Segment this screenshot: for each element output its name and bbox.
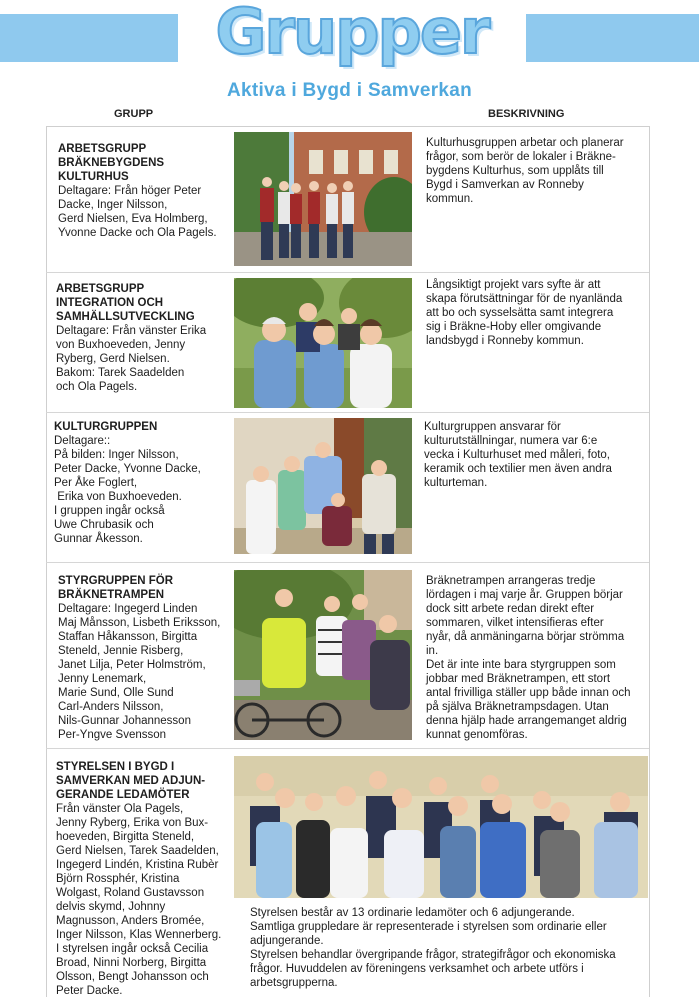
group-name: SAMVERKAN MED ADJUN-: [56, 775, 206, 787]
group-members: Olsson, Bengt Johansson och: [56, 971, 209, 983]
group-members: delvis skymd, Johnny: [56, 901, 166, 913]
description-line: in.: [426, 645, 439, 657]
description-line: antal frivilliga ställer upp både innan och: [426, 687, 631, 699]
page-subtitle: Aktiva i Bygd i Samverkan: [226, 80, 473, 101]
group-row-styrelsen: [56, 760, 221, 998]
photo-styrelsen-group: [234, 756, 648, 898]
group-members: Staffan Håkansson, Birgitta: [58, 631, 198, 643]
group-members: Deltagare: Ingegerd Linden: [58, 603, 198, 615]
description-line: Styrelsen behandlar övergripande frågor, strategifrågor och ekonomiska: [250, 949, 616, 961]
description-line: kunnat genomföras.: [426, 729, 528, 741]
group-members: Gunnar Åkesson.: [54, 533, 143, 545]
description-line: sig i Bräkne-Hoby eller omgivande: [426, 321, 602, 333]
header-band-left: [0, 14, 178, 62]
photo-integration-group: [234, 278, 412, 408]
group-description: [424, 420, 612, 490]
photo-kulturhus-group: [234, 132, 412, 266]
group-members: Bakom: Tarek Saadelden: [56, 367, 185, 379]
group-members: Per Åke Foglert,: [54, 477, 138, 489]
description-line: Kulturgruppen ansvarar för: [424, 421, 561, 433]
photo-kulturgruppen: [234, 418, 412, 554]
group-name: STYRELSEN I BYGD I: [56, 761, 175, 773]
description-line: kulturutställningar, numera var 6:e: [424, 435, 598, 447]
group-members: Janet Lilja, Peter Holmström,: [58, 659, 206, 671]
header-band-right: [526, 14, 699, 62]
description-line: frågor. Huvuddelen av föreningens verksamhet och arbete utförs i: [250, 963, 584, 975]
group-members: hoeveden, Birgitta Steneld,: [56, 831, 195, 843]
group-name: ARBETSGRUPP: [58, 143, 147, 155]
group-members: Deltagare::: [54, 435, 111, 447]
photo-braknetrampen-group: [234, 570, 412, 740]
group-name: KULTURHUS: [58, 171, 129, 183]
group-description: [250, 906, 616, 990]
group-name: KULTURGRUPPEN: [54, 421, 158, 433]
description-line: Kulturhusgruppen arbetar och planerar: [426, 137, 624, 149]
group-members: Erika von Buxhoeveden.: [54, 491, 182, 503]
description-line: Det är inte inte bara styrgruppen som: [426, 659, 616, 671]
row-separator: [46, 748, 649, 749]
group-members: I gruppen ingår också: [54, 505, 165, 517]
group-members: Deltagare: Från höger Peter: [58, 185, 202, 197]
description-line: denna hjälp hade arrangemanget aldrig: [426, 715, 627, 727]
description-line: vecka i Kulturhuset med måleri, foto,: [424, 449, 610, 461]
description-line: Samtliga gruppledare är representerade i styrelsen som ordinarie eller: [250, 921, 607, 933]
group-members: Från vänster Ola Pagels,: [56, 803, 184, 815]
description-line: bygdens Kulturhus, som upplåts till: [426, 165, 604, 177]
group-members: Ryberg, Gerd Nielsen.: [56, 353, 170, 365]
group-row-kulturhus: [58, 142, 217, 240]
description-line: Långsiktigt projekt vars syfte är att: [426, 279, 601, 291]
group-members: Dacke, Inger Nilsson,: [58, 199, 168, 211]
group-members: Wolgast, Roland Gustavsson: [56, 887, 205, 899]
description-line: att bo och sysselsätta samt integrera: [426, 307, 614, 319]
description-line: keramik och textilier men även andra: [424, 463, 612, 475]
page-title: Grupper: [215, 0, 489, 68]
group-members: Deltagare: Från vänster Erika: [56, 325, 207, 337]
description-line: kommun.: [426, 193, 474, 205]
description-line: Bräknetrampen arrangeras tredje: [426, 575, 596, 587]
group-members: På bilden: Inger Nilsson,: [54, 449, 179, 461]
group-name: GERANDE LEDAMÖTER: [56, 789, 190, 801]
group-members: Carl-Anders Nilsson,: [58, 701, 164, 713]
group-name: ARBETSGRUPP: [56, 283, 145, 295]
description-line: Styrelsen består av 13 ordinarie ledamöter och 6 adjungerande.: [250, 907, 575, 919]
group-members: Björn Rossphér, Kristina: [56, 873, 180, 885]
group-name: STYRGRUPPEN FÖR: [58, 575, 174, 587]
group-members: Steneld, Jennie Risberg,: [58, 645, 184, 657]
group-members: Maj Månsson, Lisbeth Eriksson,: [58, 617, 221, 629]
description-line: lördagen i maj varje år. Gruppen börjar: [426, 589, 623, 601]
group-name: INTEGRATION OCH: [56, 297, 164, 309]
group-members: Jenny Ryberg, Erika von Bux-: [56, 817, 209, 829]
description-line: kulturteman.: [424, 477, 488, 489]
group-members: Peter Dacke, Yvonne Dacke,: [54, 463, 201, 475]
group-name: BRÄKNETRAMPEN: [58, 589, 165, 601]
group-description: [426, 574, 631, 742]
description-line: frågor, som berör de lokaler i Bräkne-: [426, 151, 616, 163]
description-line: sommaren, vilket intensifieras efter: [426, 617, 604, 629]
description-line: på själva Bräknetrampsdagen. Utan: [426, 701, 609, 713]
description-line: jobbar med Bräknetrampen, ett stort: [426, 673, 611, 685]
group-members: Marie Sund, Olle Sund: [58, 687, 174, 699]
description-line: landsbygd i Ronneby kommun.: [426, 335, 584, 347]
column-header-description: BESKRIVNING: [488, 108, 565, 120]
group-members: Nils-Gunnar Johannesson: [58, 715, 191, 727]
group-members: Jenny Lenemark,: [58, 673, 147, 685]
group-members: von Buxhoeveden, Jenny: [56, 339, 186, 351]
group-members: Broad, Ninni Norberg, Birgitta: [56, 957, 207, 969]
group-name: BRÄKNEBYGDENS: [58, 157, 165, 169]
group-members: Gerd Nielsen, Eva Holmberg,: [58, 213, 208, 225]
group-members: Ingegerd Lindén, Kristina Rubèr: [56, 859, 219, 871]
row-separator: [46, 562, 649, 563]
group-members: Uwe Chrubasik och: [54, 519, 154, 531]
description-line: skapa förutsättningar för de nyanlända: [426, 293, 623, 305]
group-description: [426, 278, 622, 348]
row-separator: [46, 272, 649, 273]
group-members: Gerd Nielsen, Tarek Saadelden,: [56, 845, 219, 857]
group-row-kulturgruppen: [54, 420, 201, 546]
group-members: Peter Dacke.: [56, 985, 123, 997]
group-members: Inger Nilsson, Klas Wennerberg.: [56, 929, 222, 941]
group-name: SAMHÄLLSUTVECKLING: [56, 311, 195, 323]
group-members: och Ola Pagels.: [56, 381, 138, 393]
group-members: Yvonne Dacke och Ola Pagels.: [58, 227, 217, 239]
group-row-integration: [56, 282, 206, 394]
description-line: arbetsgrupperna.: [250, 977, 338, 989]
row-separator: [46, 412, 649, 413]
description-line: nyår, då anmäningarna börjar strömma: [426, 631, 625, 643]
group-description: [426, 136, 624, 206]
group-members: I styrelsen ingår också Cecilia: [56, 943, 209, 955]
description-line: adjungerande.: [250, 935, 324, 947]
column-header-group: GRUPP: [114, 108, 154, 120]
group-members: Magnusson, Anders Bromée,: [56, 915, 205, 927]
description-line: dock sitt arbete redan direkt efter: [426, 603, 595, 615]
group-members: Per-Yngve Svensson: [58, 729, 167, 741]
group-row-braknetrampen: [58, 574, 220, 742]
description-line: Bygd i Samverkan av Ronneby: [426, 179, 584, 191]
